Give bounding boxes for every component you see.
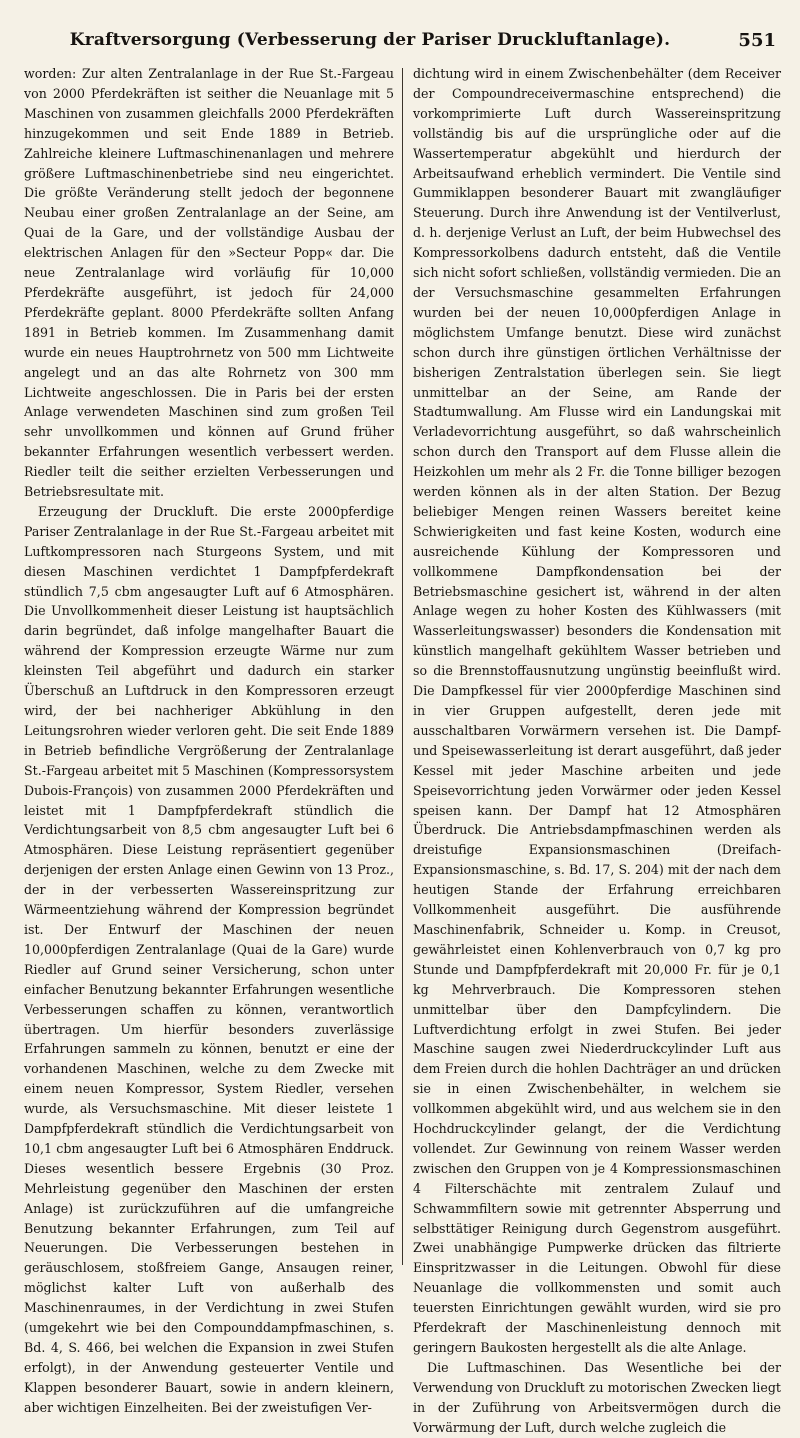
- paragraph: Erzeugung der Druckluft. Die erste 2000pferdige Pariser Zentralanlage in der Rue St.-Fargeau arbeitet mit Luftkompressoren nach Sturgeons System, und mit diesen Maschinen verdichtet 1 Dampfpferdekraft stündlich 7,5 cbm angesaugter Luft auf 6 Atmosphären. Die Unvollkommenheit dieser Leistung ist hauptsächlich darin begründet, daß infolge mangelhafter Bauart die während der Kompression erzeugte Wärme nur zum kleinsten Teil abgeführt und dadurch ein starker Überschuß an Luftdruck in den Kompressoren erzeugt wird, der bei nachheriger Abkühlung in den Leitungsrohren wieder verloren geht. Die seit Ende 1889 in Betrieb befindliche Vergrößerung der Zentralanlage St.-Fargeau arbeitet mit 5 Maschinen (Kompressorsystem Dubois-François) von zusammen 2000 Pferdekräften und leistet mit 1 Dampfpferdekraft stündlich die Verdichtungsarbeit von 8,5 cbm angesaugter Luft bei 6 Atmosphären. Diese Leistung repräsentiert gegenüber derjenigen der ersten Anlage einen Gewinn von 13 Proz., der in der verbesserten Wassereinspritzung zur Wärmeentziehung während der Kompression begründet ist. Der Entwurf der Maschinen der neuen 10,000pferdigen Zentralanlage (Quai de la Gare) wurde Riedler auf Grund seiner Versicherung, schon unter einfacher Benutzung bekannter Erfahrungen wesentliche Verbesserungen schaffen zu können, verantwortlich übertragen. Um hierfür besonders zuverlässige Erfahrungen sammeln zu können, benutzt er eine der vorhandenen Maschinen, welche zu dem Zwecke mit einem neuen Kompressor, System Riedler, versehen wurde, als Versuchsmaschine. Mit dieser leistete 1 Dampfpferdekraft stündlich die Verdichtungsarbeit von 10,1 cbm angesaugter Luft bei 6 Atmosphären Enddruck. Dieses wesentlich bessere Ergebnis (30 Proz. Mehrleistung gegenüber den Maschinen der ersten Anlage) ist zurückzuführen auf die umfangreiche Benutzung bekannter Erfahrungen, zum Teil auf Neuerungen. Die Verbesserungen bestehen in geräuschlosem, stoßfreiem Gange, Ansaugen reiner, möglichst kalter Luft von außerhalb des Maschinenraumes, in der Verdichtung in zwei Stufen (umgekehrt wie bei den Compounddampfmaschinen, s. Bd. 4, S. 466, bei welchen die Expansion in zwei Stufen erfolgt), in der Anwendung gesteuerter Ventile und Klappen besonderer Bauart, sowie in andern kleinern, aber wichtigen Einzelheiten. Bei der zweistufigen Ver-: [24, 503, 394, 1415]
- paragraph: dichtung wird in einem Zwischenbehälter (dem Receiver der Compoundreceivermaschine entsprechend) die vorkomprimierte Luft durch Wassereinspritzung vollständig bis auf die ursprüngliche oder auf die Wassertemperatur abgekühlt und hierdurch der Arbeitsaufwand erheblich vermindert. Die Ventile sind Gummiklappen besonderer Bauart mit zwangläufiger Steuerung. Durch ihre Anwendung ist der Ventilverlust, d. h. derjenige Verlust an Luft, der beim Hubwechsel des Kompressorkolbens dadurch entsteht, daß die Ventile sich nicht sofort schließen, vollständig vermieden. Die an der Versuchsmaschine gesammelten Erfahrungen wurden bei der neuen 10,000pferdigen Anlage in möglichstem Umfange benutzt. Diese wird zunächst schon durch ihre günstigen örtlichen Verhältnisse der bisherigen Zentralstation überlegen sein. Sie liegt unmittelbar an der Seine, am Rande der Stadtumwallung. Am Flusse wird ein Landungskai mit Verladevorrichtung ausgeführt, so daß wahrscheinlich schon durch den Transport auf dem Flusse allein die Heizkohlen um mehr als 2 Fr. die Tonne billiger bezogen werden können als in der alten Station. Der Bezug beliebiger Mengen reinen Wassers bereitet keine Schwierigkeiten und fast keine Kosten, wodurch eine ausreichende Kühlung der Kompressoren und vollkommene Dampfkondensation bei der Betriebsmaschine gesichert ist, während in der alten Anlage wegen zu hoher Kosten des Kühlwassers (mit Wasserleitungswasser) besonders die Kondensation mit künstlich mangelhaft gekühltem Wasser betrieben und so die Brennstoffausnutzung ungünstig beeinflußt wird. Die Dampfkessel für vier 2000pferdige Maschinen sind in vier Gruppen aufgestellt, deren jede mit ausschaltbaren Vorwärmern versehen ist. Die Dampf- und Speisewasserleitung ist derart ausgeführt, daß jeder Kessel mit jeder Maschine arbeiten und jede Speisevorrichtung jeden Vorwärmer oder jeden Kessel speisen kann. Der Dampf hat 12 Atmosphären Überdruck. Die Antriebsdampfmaschinen werden als dreistufige Expansionsmaschinen (Dreifach-Expansionsmaschine, s. Bd. 17, S. 204) mit der nach dem heutigen Stande der Erfahrung erreichbaren Vollkommenheit ausgeführt. Die ausführende Maschinenfabrik, Schneider u. Komp. in Creusot, gewährleistet einen Kohlenverbrauch von 0,7 kg pro Stunde und Dampfpferdekraft mit 20,000 Fr. für je 0,1 kg Mehrverbrauch. Die Kompressoren stehen unmittelbar über den Dampfcylindern. Die Luftverdichtung erfolgt in zwei Stufen. Bei jeder Maschine saugen zwei Niederdruckcylinder Luft aus dem Freien durch die hohlen Dachträger an und drücken sie in einen Zwischenbehälter, in welchem sie vollkommen abgekühlt wird, und aus welchem sie in den Hochdruckcylinder gelangt, der die Verdichtung vollendet. Zur Gewinnung von reinem Wasser werden zwischen den Gruppen von je 4 Kompressionsmaschinen 4 Filterschächte mit zentralem Zulauf und Schwammfiltern sowie mit getrennter Absperrung und selbsttätiger Reinigung durch Gegenstrom ausgeführt. Zwei unabhängige Pumpwerke drücken das filtrierte Einspritzwasser in die Leitungen. Obwohl für diese Neuanlage die vollkommensten und somit auch teuersten Einrichtungen gewählt wurden, wird sie pro Pferdekraft der Maschinenleistung dennoch mit geringern Baukosten hergestellt als die alte Anlage.: [413, 66, 781, 1355]
- paragraph: worden: Zur alten Zentralanlage in der Rue St.-Fargeau von 2000 Pferdekräften ist seither die Neuanlage mit 5 Maschinen von zusammen gleichfalls 2000 Pferdekräften hinzugekommen und seit Ende 1889 in Betrieb. Zahlreiche kleinere Luftmaschinenanlagen und mehrere größere Luftmaschinenbetriebe sind neu eingerichtet. Die größte Veränderung stellt jedoch der begonnene Neubau einer großen Zentralanlage an der Seine, am Quai de la Gare, und der vollständige Ausbau der elektrischen Anlagen für den »Secteur Popp« dar. Die neue Zentralanlage wird vorläufig für 10,000 Pferdekräfte ausgeführt, ist jedoch für 24,000 Pferdekräfte geplant. 8000 Pferdekräfte sollten Anfang 1891 in Betrieb kommen. Im Zusammenhang damit wurde ein neues Hauptrohrnetz von 500 mm Lichtweite angelegt und an das alte Rohrnetz von 300 mm Lichtweite angeschlossen. Die in Paris bei der ersten Anlage verwendeten Maschinen sind zum großen Teil sehr unvollkommen und können auf Grund früher bekannter Erfahrungen wesentlich verbessert werden. Riedler teilt die seither erzielten Verbesserungen und Betriebsresultate mit.: [24, 66, 394, 500]
- page-title: Kraftversorgung (Verbesserung der Pariser Druckluftanlage).: [69, 30, 671, 50]
- left-column: [24, 64, 402, 1415]
- running-header: [24, 30, 776, 60]
- text-columns: [24, 64, 788, 1435]
- right-column: [403, 64, 781, 1435]
- page-number: 551: [738, 30, 776, 51]
- paragraph: Die Luftmaschinen. Das Wesentliche bei der Verwendung von Druckluft zu motorischen Zwecken liegt in der Zuführung von Arbeitsvermögen durch die Vorwärmung der Luft, durch welche zugleich die: [413, 1359, 781, 1435]
